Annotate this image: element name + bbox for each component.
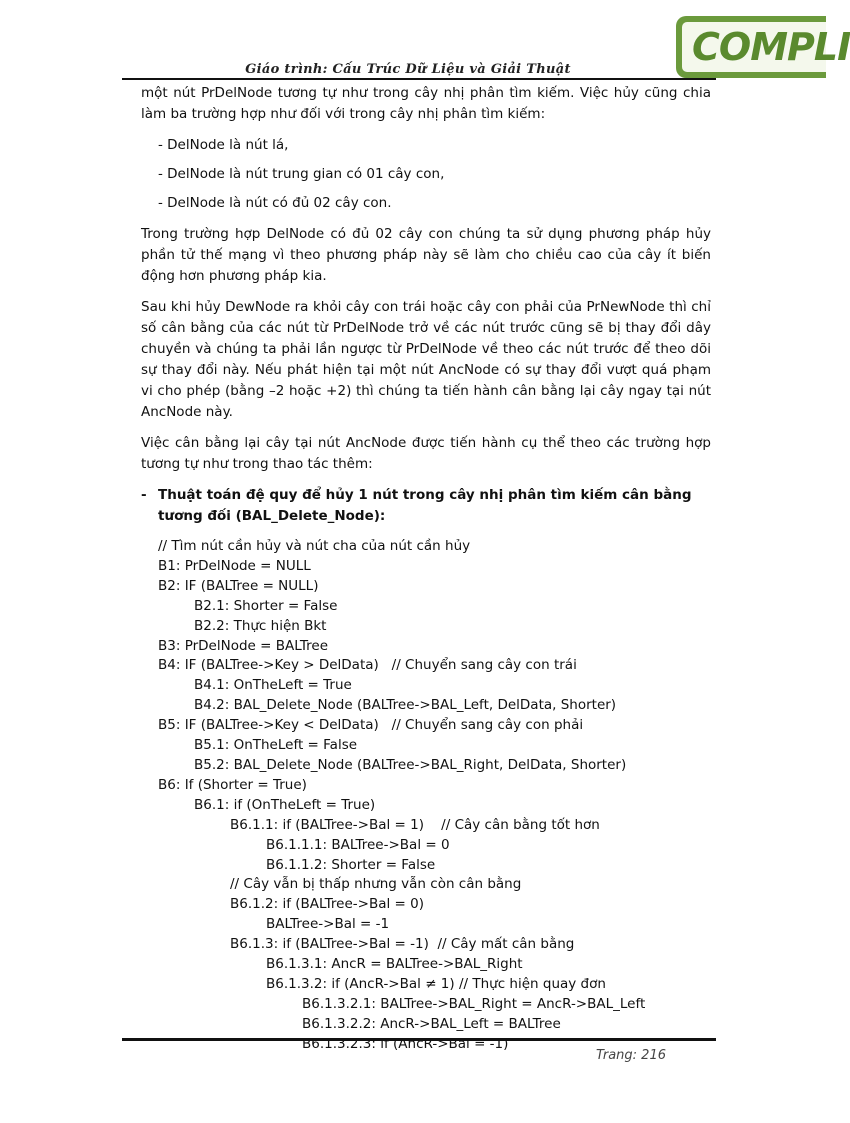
badge-text: COMPLI <box>692 25 850 69</box>
code-line: // Cây vẫn bị thấp nhưng vẫn còn cân bằng <box>230 876 522 893</box>
heading-dash: - <box>141 487 147 503</box>
header-title: Giáo trình: Cấu Trúc Dữ Liệu và Giải Thuật <box>245 62 571 77</box>
code-line: // Tìm nút cần hủy và nút cha của nút cần hủy <box>158 538 471 554</box>
code-line: B5.1: OnTheLeft = False <box>194 737 358 754</box>
case-item: - DelNode là nút trung gian có 01 cây con, <box>158 166 445 182</box>
code-line: B2.1: Shorter = False <box>194 597 338 614</box>
heading-text: Thuật toán đệ quy để hủy 1 nút trong cây nhị phân tìm kiếm cân bằng tương đối (BAL_Delete_Node): <box>158 487 692 524</box>
page-number: Trang: 216 <box>595 1048 666 1063</box>
code-line: B6.1.3.2.1: BALTree->BAL_Right = AncR->BAL_Left <box>302 995 646 1012</box>
code-line: B5: IF (BALTree->Key < DelData) // Chuyển sang cây con phải <box>158 717 584 734</box>
code-line: BALTree->Bal = -1 <box>266 916 390 933</box>
algorithm-code <box>158 537 711 1055</box>
header-rule <box>122 78 716 80</box>
case-item: - DelNode là nút có đủ 02 cây con. <box>158 195 392 211</box>
code-line: B6.1.2: if (BALTree->Bal = 0) <box>230 896 425 913</box>
code-line: B2.2: Thực hiện Bkt <box>194 617 327 634</box>
code-line: B6.1.3.2.2: AncR->BAL_Left = BALTree <box>302 1015 561 1032</box>
code-line: B5.2: BAL_Delete_Node (BALTree->BAL_Right, DelData, Shorter) <box>194 756 627 773</box>
code-line: B3: PrDelNode = BALTree <box>158 637 329 654</box>
code-line: B6.1.3.1: AncR = BALTree->BAL_Right <box>266 956 523 973</box>
code-line: B4.1: OnTheLeft = True <box>194 677 352 694</box>
case-list <box>141 135 711 214</box>
intro-paragraph: một nút PrDelNode tương tự như trong cây nhị phân tìm kiếm. Việc hủy cũng chia làm ba trường hợp như đối với trong cây nhị phân tìm kiếm: <box>141 85 711 122</box>
code-line: B6.1.3.2: if (AncR->Bal ≠ 1) // Thực hiện quay đơn <box>266 975 606 992</box>
page-content <box>141 83 711 1055</box>
code-line: B6.1.1.1: BALTree->Bal = 0 <box>266 836 450 853</box>
footer-rule <box>122 1038 716 1041</box>
case-item: - DelNode là nút lá, <box>158 137 289 153</box>
code-line: B6.1: if (OnTheLeft = True) <box>194 796 376 813</box>
code-line: B6.1.1: if (BALTree->Bal = 1) // Cây cân bằng tốt hơn <box>230 816 600 833</box>
code-line: B4.2: BAL_Delete_Node (BALTree->BAL_Left, DelData, Shorter) <box>194 697 617 714</box>
code-line: B6.1.3.2.3: if (AncR->Bal = -1) <box>302 1035 509 1052</box>
code-line: B6.1.3: if (BALTree->Bal = -1) // Cây mất cân bằng <box>230 936 575 953</box>
paragraph-two-children: Trong trường hợp DelNode có đủ 02 cây con chúng ta sử dụng phương pháp hủy phần tử thế mạng vì theo phương pháp này sẽ làm cho chiều cao của cây ít biến động hơn phương pháp kia. <box>141 226 711 284</box>
code-line: B1: PrDelNode = NULL <box>158 557 311 574</box>
paragraph-rebalance-cases: Việc cân bằng lại cây tại nút AncNode được tiến hành cụ thể theo các trường hợp tương tự như trong thao tác thêm: <box>141 435 711 472</box>
code-line: B4: IF (BALTree->Key > DelData) // Chuyển sang cây con trái <box>158 657 577 674</box>
code-line: B6.1.1.2: Shorter = False <box>266 856 436 873</box>
paragraph-rebalance-chain: Sau khi hủy DewNode ra khỏi cây con trái hoặc cây con phải của PrNewNode thì chỉ số cân bằng của các nút từ PrDelNode trở về các nút trước cũng sẽ bị thay đổi dây chuyền và chúng ta phải lần ngược từ PrDelNode về theo các nút trước để theo dõi sự thay đổi này. Nếu phát hiện tại một nút AncNode có sự thay đổi vượt quá phạm vi cho phép (bằng –2 hoặc +2) thì chúng ta tiến hành cân bằng lại cây ngay tại nút AncNode này. <box>141 299 711 420</box>
code-line: B6: If (Shorter = True) <box>158 776 307 793</box>
code-line: B2: IF (BALTree = NULL) <box>158 577 319 594</box>
algorithm-heading <box>141 485 711 527</box>
